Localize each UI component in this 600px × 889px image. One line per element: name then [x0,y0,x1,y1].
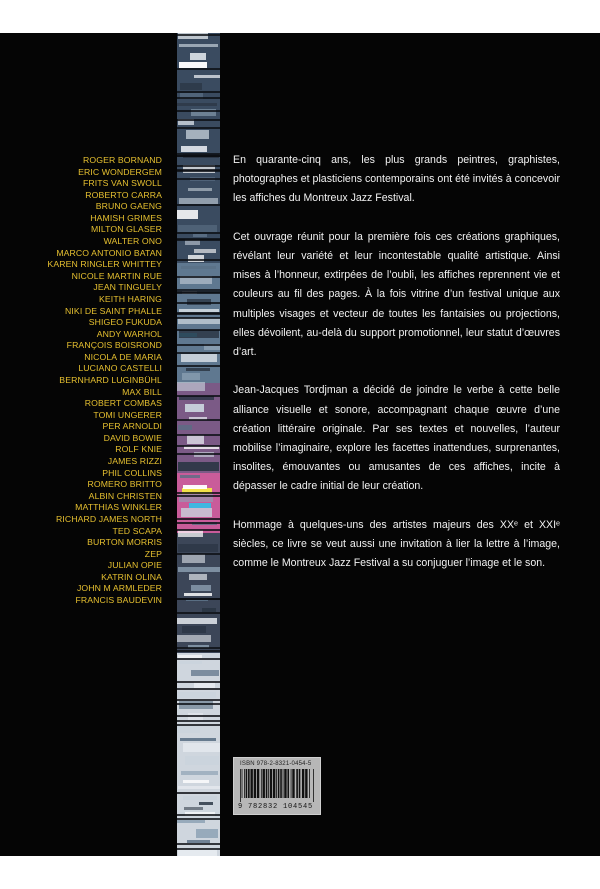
strip-gap [177,598,220,600]
artist-name: ZEP [144,548,162,559]
strip-gap [177,715,220,717]
artist-name: KEITH HARING [99,293,162,304]
strip-stripe [179,62,207,68]
artist-name: HAMISH GRIMES [90,212,162,223]
barcode-bar [273,769,275,798]
strip-gap [177,720,220,722]
artist-name: PHIL COLLINS [102,467,162,478]
strip-stripe [181,771,218,775]
strip-stripe [182,554,205,563]
strip-stripe [199,802,213,805]
barcode-bar [278,769,280,798]
strip-stripe [179,661,202,664]
strip-stripe [190,53,206,60]
strip-stripe [202,608,216,612]
artist-name: ROBERT COMBAS [84,398,162,409]
artist-name: LUCIANO CASTELLI [78,363,162,374]
strip-gap [177,419,220,421]
strip-gap [177,395,220,397]
strip-gap [177,153,220,155]
strip-stripe [194,249,216,253]
barcode-bar [268,769,269,798]
strip-stripe [181,146,207,152]
barcode-bar [299,769,301,798]
strip-gap [177,453,220,455]
barcode-bar [244,769,245,798]
strip-gap [177,553,220,555]
strip-gap [177,703,220,705]
strip-stripe [180,83,202,90]
strip-gap [177,291,220,293]
strip-gap [177,647,220,649]
strip-gap [177,239,220,241]
artist-name: ROLF KNIE [115,444,162,455]
strip-gap [177,699,220,701]
description-paragraph: Cet ouvrage réunit pour la première fois ces créations graphiques, révélant leur variété et leur incontestable qualité artistique. Ainsi mises à l’honneur, extirpées de l’oubli, les affiches reprennent vie et couleurs au fil des pages. À la fois vitrine d’un festival unique aux multiples visages et vecteur de toutes les fantaisies ou projections, elles dévoilent, au-delà du support promotionnel, leur statut d’œuvres d’art. [233,230,560,359]
barcode-bar [296,769,298,798]
strip-stripe [181,508,212,517]
artist-name: MATTHIAS WINKLER [75,502,162,513]
strip-stripe [191,585,211,591]
strip-gap [177,232,220,234]
strip-gap [177,312,220,314]
barcode-bar [305,769,307,798]
strip-stripe [181,354,217,362]
strip-gap [177,204,220,206]
barcode-bar [302,769,304,798]
artist-name: NICOLA DE MARIA [84,351,162,362]
artist-list [0,155,162,607]
strip-gap [177,814,220,816]
strip-stripe [188,188,212,191]
strip-stripe [178,225,217,232]
strip-gap [177,365,220,367]
strip-gap [177,612,220,614]
strip-stripe [189,574,207,580]
strip-stripe [177,103,217,106]
artist-name: JEAN TINGUELY [93,282,162,293]
strip-gap [177,302,220,304]
artist-name: MAX BILL [122,386,162,397]
artist-name: MARCO ANTONIO BATAN [56,247,162,258]
artist-name: ANDY WARHOL [96,328,162,339]
strip-gap [177,818,220,820]
artist-name: JAMES RIZZI [107,456,162,467]
strip-stripe [181,266,216,269]
poster-collage-strip [177,33,220,856]
strip-stripe [177,382,205,391]
strip-stripe [178,849,217,856]
barcode-digits: 9 782832 104545 [238,803,314,811]
artist-name: FRANCIS BAUDEVIN [75,594,162,605]
artist-name: RICHARD JAMES NORTH [56,513,162,524]
strip-stripe [177,692,216,698]
barcode-bars [240,769,314,802]
strip-stripe [178,567,220,572]
strip-gap [177,434,220,436]
strip-stripe [186,368,210,371]
strip-stripe [183,743,220,752]
strip-stripe [187,840,210,843]
strip-stripe [177,210,198,219]
strip-gap [177,445,220,447]
strip-stripe [177,725,200,733]
barcode-bar [283,769,284,798]
artist-name: BRUNO GAENG [95,201,162,212]
strip-stripe [194,75,220,78]
strip-stripe [182,373,200,380]
strip-gap [177,119,220,121]
strip-stripe [179,198,218,204]
barcode-bar [284,769,286,798]
barcode-bar [248,769,250,798]
artist-name: KATRIN OLINA [101,571,162,582]
barcode-bar [250,769,252,798]
artist-name: ALBIN CHRISTEN [88,490,162,501]
strip-stripe [196,829,218,838]
artist-name: FRANÇOIS BOISROND [66,340,162,351]
strip-gap [177,68,220,70]
barcode-bar [287,769,289,798]
strip-stripe [178,530,203,537]
strip-gap [177,170,220,172]
strip-stripe [186,130,209,139]
strip-gap [177,518,220,520]
artist-name: PER ARNOLDI [102,421,162,432]
barcode-guard-bar [240,769,241,802]
barcode-bar [254,769,256,798]
artist-name: DAVID BOWIE [103,432,162,443]
barcode-bar [280,769,282,798]
strip-stripe [183,485,207,489]
strip-gap [177,34,220,36]
strip-stripe [182,626,206,633]
isbn-label: ISBN 978-2-8321-0454-5 [240,761,312,767]
strip-stripe [179,309,219,312]
strip-gap [177,344,220,346]
artist-name: FRITS VAN SWOLL [82,178,162,189]
description-paragraph: En quarante-cinq ans, les plus grands peintres, graphistes, photographes et plasticiens contemporains ont été invités à concevoir les affiches du Montreux Jazz Festival. [233,154,560,205]
artist-name: ERIC WONDERGEM [78,166,162,177]
strip-gap [177,681,220,683]
strip-stripe [178,544,218,552]
strip-stripe [178,786,220,789]
strip-stripe [184,593,212,596]
barcode-bar [270,769,272,798]
barcode-bar [291,769,292,798]
strip-gap [177,650,220,652]
barcode-bar [292,769,294,798]
strip-stripe [177,820,205,823]
barcode-bar [246,769,248,798]
strip-gap [177,317,220,319]
artist-name: MILTON GLASER [91,224,162,235]
artist-name: ROBERTO CARRA [85,189,162,200]
barcode-bar [276,769,277,798]
strip-gap [177,165,220,167]
strip-stripe [185,404,204,412]
strip-gap [177,259,220,261]
artist-name: JOHN M ARMLEDER [76,583,162,594]
artist-name: SHIGEO FUKUDA [88,317,162,328]
strip-gap [177,792,220,794]
artist-name: NIKI DE SAINT PHALLE [65,305,162,316]
strip-gap [177,110,220,112]
strip-gap [177,492,220,494]
artist-name: NICOLE MARTIN RUE [71,270,162,281]
strip-stripe [193,234,207,237]
barcode-bar [261,769,262,798]
barcode-bar [263,769,265,798]
strip-gap [177,658,220,660]
strip-gap [177,289,220,291]
description-paragraph: Jean-Jacques Tordjman a décidé de joindre le verbe à cette belle alliance visuelle et sonore, accompagnant chaque œuvre d’une création littéraire originale. Par ses textes et nouvelles, l’auteur mobilise l’imaginaire, explore les facettes inattendues, surprenantes, insolites, émouvantes ou amusantes de ces affiches, incite à dépasser le cadre initial de leur création. [233,384,560,493]
strip-stripe [180,738,216,741]
strip-stripe [178,655,202,658]
isbn-barcode [233,757,321,815]
barcode-bar [266,769,268,798]
artist-name: WALTER ONO [103,236,162,247]
strip-stripe [183,796,217,800]
strip-gap [177,522,220,524]
strip-gap [177,724,220,726]
strip-stripe [177,635,211,642]
strip-gap [177,352,220,354]
artist-name: BURTON MORRIS [87,537,162,548]
strip-stripe [184,807,203,810]
artist-name: JULIAN OPIE [107,560,162,571]
strip-gap [177,97,220,99]
strip-stripe [179,44,218,47]
strip-stripe [187,435,204,444]
strip-stripe [180,475,200,478]
strip-gap [177,848,220,850]
artist-name: ROGER BORNAND [82,155,162,165]
strip-gap [177,495,220,497]
strip-stripe [191,670,219,676]
strip-gap [177,329,220,331]
strip-gap [177,178,220,180]
strip-stripe [178,462,219,471]
strip-gap [177,529,220,531]
strip-gap [177,155,220,157]
strip-stripe [185,756,219,765]
description-text [233,151,560,593]
strip-gap [177,127,220,129]
strip-gap [177,91,220,93]
strip-accent-cyan [189,503,211,508]
description-paragraph: Hommage à quelques-uns des artistes majeurs des XXᵉ et XXIᵉ siècles, ce livre se veut aussi une invitation à lier la lettre à l’image, comme le Montreux Jazz Festival a su conjuguer l’image et le son. [233,518,560,570]
artist-name: TOMI UNGERER [93,409,162,420]
artist-name: KAREN RINGLER WHITTEY [47,259,162,270]
artist-name: TED SCAPA [112,525,162,536]
barcode-guard-bar [313,769,314,802]
artist-name: BERNHARD LUGINBÜHL [59,374,162,385]
strip-stripe [178,425,192,430]
barcode-bar [257,769,259,798]
barcode-bar [309,769,310,798]
strip-gap [177,688,220,690]
strip-stripe [177,618,217,624]
artist-name: ROMERO BRITTO [87,479,162,490]
strip-stripe [183,780,209,783]
strip-gap [177,843,220,845]
strip-stripe [179,330,219,338]
barcode-bar [242,769,243,798]
strip-gap [177,276,220,278]
